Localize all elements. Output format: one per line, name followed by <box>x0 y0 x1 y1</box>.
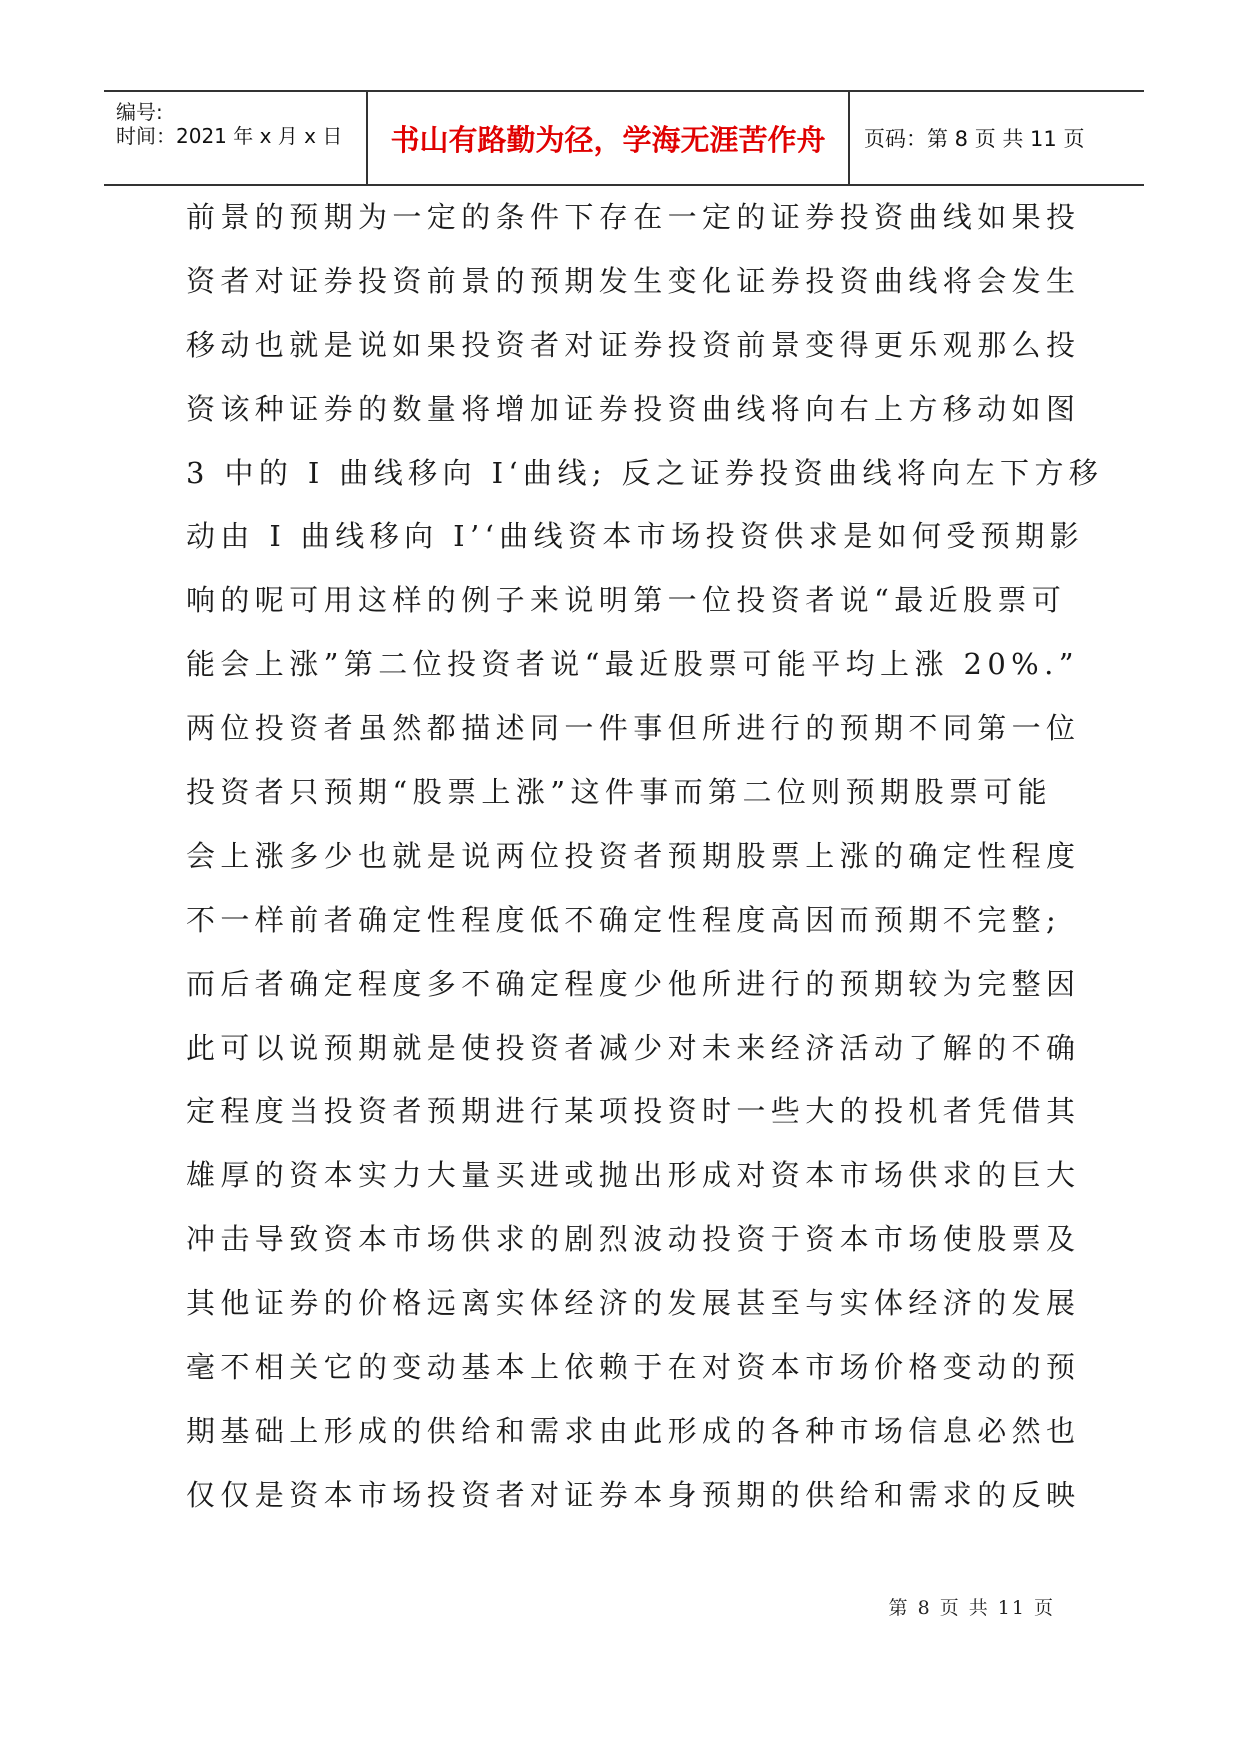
page-footer: 第 8 页 共 11 页 <box>888 1597 1055 1619</box>
body-line: 3 中的 I 曲线移向 I‘曲线; 反之证券投资曲线将向左下方移 <box>186 455 1104 490</box>
body-line: 雄厚的资本实力大量买进或抛出形成对资本市场供求的巨大 <box>186 1158 1081 1193</box>
body-line: 资该种证券的数量将增加证券投资曲线将向右上方移动如图 <box>186 391 1081 426</box>
body-line: 冲击导致资本市场供求的剧烈波动投资于资本市场使股票及 <box>186 1222 1081 1257</box>
motto-text: 书山有路勤为径，学海无涯苦作舟 <box>390 122 826 157</box>
body-line: 而后者确定程度多不确定程度少他所进行的预期较为完整因 <box>186 966 1081 1001</box>
body-line: 投资者只预期“股票上涨”这件事而第二位则预期股票可能 <box>186 775 1053 810</box>
body-line: 此可以说预期就是使投资者减少对未来经济活动了解的不确 <box>186 1030 1081 1065</box>
body-line: 不一样前者确定性程度低不确定性程度高因而预期不完整; <box>186 902 1062 937</box>
body-line: 动由 I 曲线移向 I’‘曲线资本市场投资供求是如何受预期影 <box>186 519 1085 554</box>
body-line: 仅仅是资本市场投资者对证券本身预期的供给和需求的反映 <box>186 1477 1081 1512</box>
page-label: 页码：第 8 页 共 11 页 <box>864 127 1085 151</box>
body-line: 前景的预期为一定的条件下存在一定的证券投资曲线如果投 <box>186 200 1081 234</box>
body-line: 移动也就是说如果投资者对证券投资前景变得更乐观那么投 <box>186 327 1081 362</box>
body-line: 能会上涨”第二位投资者说“最近股票可能平均上涨 20%.” <box>186 647 1079 682</box>
header-meta <box>104 92 368 184</box>
body-line: 定程度当投资者预期进行某项投资时一些大的投机者凭借其 <box>186 1094 1081 1129</box>
body-text <box>186 186 1104 1528</box>
body-line: 其他证券的价格远离实体经济的发展甚至与实体经济的发展 <box>186 1286 1081 1321</box>
number-label: 编号: <box>116 100 163 124</box>
time-label: 时间：2021 年 x 月 x 日 <box>116 124 343 148</box>
header-motto <box>368 92 850 184</box>
body-line: 会上涨多少也就是说两位投资者预期股票上涨的确定性程度 <box>186 838 1081 873</box>
body-line: 资者对证券投资前景的预期发生变化证券投资曲线将会发生 <box>186 263 1081 298</box>
document-header <box>104 90 1144 186</box>
body-line: 期基础上形成的供给和需求由此形成的各种市场信息必然也 <box>186 1413 1081 1448</box>
header-page-info <box>850 92 1144 184</box>
body-line: 毫不相关它的变动基本上依赖于在对资本市场价格变动的预 <box>186 1350 1081 1385</box>
body-line: 两位投资者虽然都描述同一件事但所进行的预期不同第一位 <box>186 711 1081 746</box>
body-line: 响的呢可用这样的例子来说明第一位投资者说“最近股票可 <box>186 583 1067 618</box>
